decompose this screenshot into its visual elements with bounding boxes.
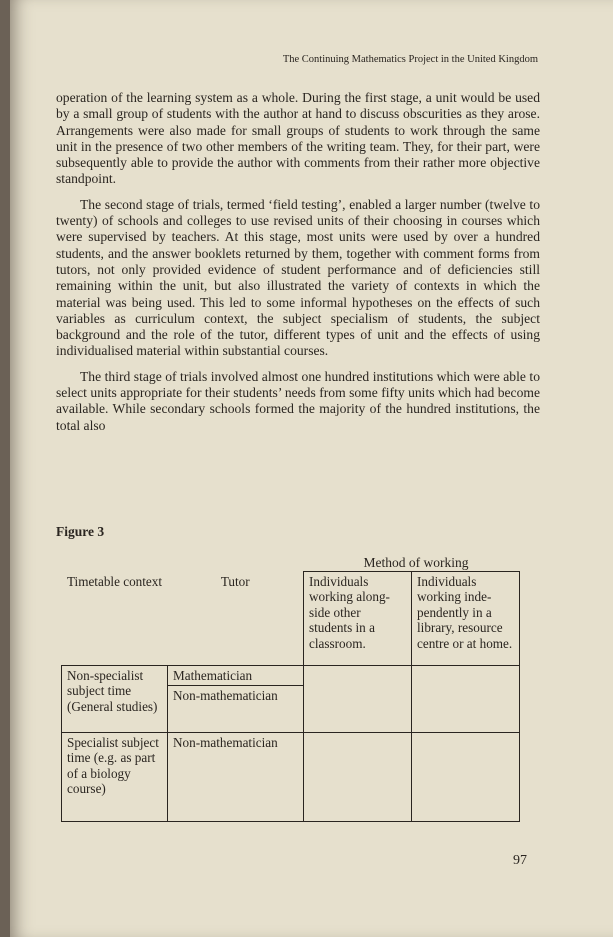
table-row — [62, 666, 520, 733]
page-number: 97 — [513, 853, 527, 868]
row1-tutor-non-mathematician: Non-mathematician — [173, 688, 278, 704]
row2-context: Specialist subject time (e.g. as part of a biology course) — [62, 733, 168, 822]
paragraph-2: The second stage of trials, termed ‘field testing’, enabled a larger number (twelve to twenty) of schools and colleges to use revised units of their choosing in courses which were supervised by teachers. At this stage, most units were used by over a hundred students, and the answer booklets returned by them, together with comment forms from tutors, not only provided evidence of student performance and of deficiencies still remaining within the unit, but also illustrated the variety of contexts in which the material was being used. This led to some informal hypotheses on the effects of such variables as curriculum context, the subject specialism of students, the subject background and the role of the tutor, different types of unit and the effects of using individualised material within substantial courses. — [56, 196, 540, 359]
figure-3-table — [61, 571, 520, 822]
row2-cell-classroom — [304, 733, 412, 822]
row1-context: Non-specialist subject time (General studies) — [62, 666, 168, 733]
book-page — [10, 0, 613, 937]
paragraph-1: operation of the learning system as a whole. During the first stage, a unit would be used by a small group of students with the author at hand to discuss obscurities as they arose. Arrangements were also made for small groups of students to work through the same unit in the presence of two other members of the writing team. They, for their part, were subsequently able to provide the author with comments from their rather more objective standpoint. — [56, 90, 540, 187]
table-row — [62, 733, 520, 822]
running-header: The Continuing Mathematics Project in the United Kingdom — [282, 54, 538, 65]
row1-cell-classroom — [304, 666, 412, 733]
row1-tutor-divider — [168, 685, 303, 686]
header-method-independent: Individuals working inde-pendently in a library, resource centre or at home. — [412, 572, 520, 666]
table-header-row — [62, 572, 520, 666]
header-method-classroom: Individuals working along-side other students in a classroom. — [304, 572, 412, 666]
row2-tutor: Non-mathematician — [168, 733, 304, 822]
row1-cell-independent — [412, 666, 520, 733]
row2-cell-independent — [412, 733, 520, 822]
body-text — [56, 90, 540, 443]
figure-label: Figure 3 — [56, 524, 105, 539]
row1-tutor-mathematician: Mathematician — [173, 668, 253, 683]
header-tutor: Tutor — [220, 573, 250, 589]
paragraph-3: The third stage of trials involved almost one hundred institutions which were able to select units appropriate for their students’ needs from some fifty units which had become available. While secondary schools formed the majority of the hundred institutions, the total also — [56, 368, 540, 433]
header-timetable-context: Timetable context — [66, 573, 163, 589]
method-of-working-label: Method of working — [363, 555, 469, 570]
row1-tutor — [168, 666, 304, 733]
